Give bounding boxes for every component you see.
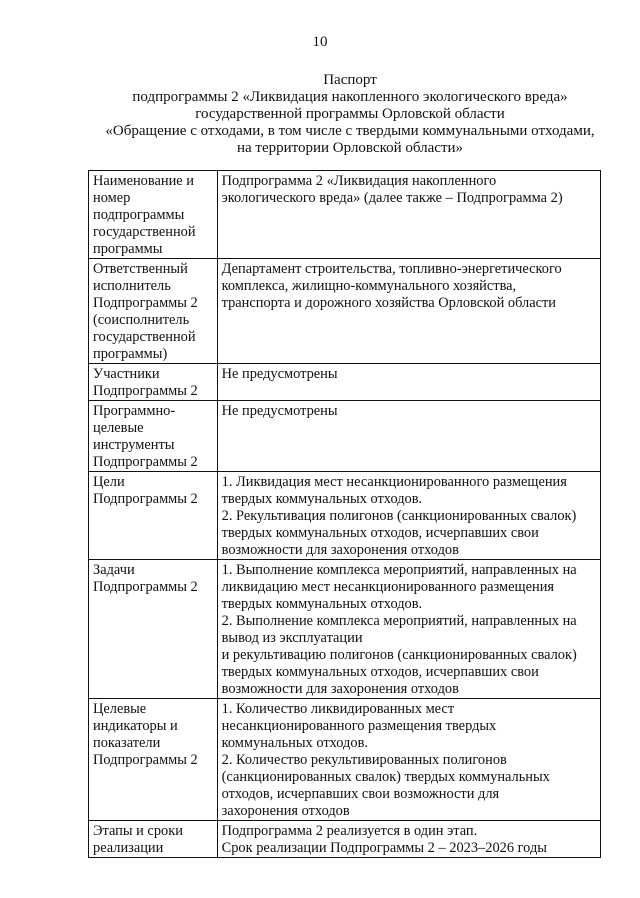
row-label-line: реализации [93,840,164,856]
row-label-line: Ответственный [93,261,188,277]
row-value-cell [217,699,600,821]
row-value-line: Не предусмотрены [221,403,338,419]
row-label-line: Цели [93,474,125,490]
row-label-line: Задачи [93,562,135,578]
row-label-line: показатели [93,735,161,751]
row-label-line: номер [93,190,131,206]
row-value-line: твердых коммунальных отходов. [221,596,423,612]
passport-title [70,72,630,157]
title-line: на территории Орловской области» [236,140,464,156]
row-label-cell [89,560,218,699]
row-label-cell [89,401,218,472]
row-value-cell [217,401,600,472]
row-value-cell [217,364,600,401]
table-row [89,699,601,821]
row-label-line: индикаторы и [93,718,178,734]
title-line: государственной программы Орловской области [195,106,505,122]
row-label-line: Программно- [93,403,176,419]
table-row [89,364,601,401]
row-label-line: инструменты [93,437,175,453]
row-label-line: (соисполнитель [93,312,190,328]
table-row [89,401,601,472]
row-label-line: целевые [93,420,144,436]
page-number: 10 [312,34,328,50]
row-value-line: экологического вреда» (далее также – Подпрограмма 2) [221,190,563,206]
row-value-line: 2. Рекультивация полигонов (санкционированных свалок) [221,508,577,524]
row-label-line: государственной [93,329,196,345]
row-value-line: 1. Выполнение комплекса мероприятий, направленных на [221,562,577,578]
title-line: Паспорт [323,72,377,88]
table-row [89,472,601,560]
row-value-line: возможности для захоронения отходов [221,542,459,558]
row-label-line: Целевые [93,701,147,717]
row-label-line: Подпрограммы 2 [93,295,198,311]
row-value-cell [217,472,600,560]
table-row [89,171,601,259]
row-value-line: вывод из эксплуатации [221,630,363,646]
row-label-line: Подпрограммы 2 [93,579,198,595]
row-value-line: несанкционированного размещения твердых [221,718,497,734]
row-value-line: транспорта и дорожного хозяйства Орловской области [221,295,556,311]
row-label-cell [89,699,218,821]
title-line: подпрограммы 2 «Ликвидация накопленного экологического вреда» [132,89,568,105]
row-value-cell [217,821,600,858]
row-label-line: Подпрограммы 2 [93,491,198,507]
table-row [89,259,601,364]
row-label-line: Подпрограммы 2 [93,752,198,768]
title-line: «Обращение с отходами, в том числе с твердыми коммунальными отходами, [105,123,595,139]
row-label-line: Участники [93,366,160,382]
row-value-line: возможности для захоронения отходов [221,681,459,697]
row-label-cell [89,259,218,364]
row-label-line: Наименование и [93,173,194,189]
row-value-line: Подпрограмма 2 реализуется в один этап. [221,823,478,839]
row-value-line: Департамент строительства, топливно-энергетического [221,261,562,277]
row-value-cell [217,171,600,259]
row-label-line: исполнитель [93,278,171,294]
row-label-cell [89,364,218,401]
row-value-cell [217,259,600,364]
row-label-line: программы [93,241,163,257]
row-value-line: 1. Количество ликвидированных мест [221,701,455,717]
passport-table [88,170,601,858]
row-label-cell [89,821,218,858]
row-value-line: и рекультивацию полигонов (санкционированных свалок) [221,647,577,663]
row-value-line: 2. Количество рекультивированных полигонов [221,752,507,768]
row-value-line: отходов, исчерпавших свои возможности для [221,786,500,802]
row-value-line: Срок реализации Подпрограммы 2 – 2023–2026 годы [221,840,547,856]
row-value-line: твердых коммунальных отходов. [221,491,423,507]
row-value-line: коммунальных отходов. [221,735,368,751]
row-value-line: Не предусмотрены [221,366,338,382]
row-value-line: ликвидацию мест несанкционированного размещения [221,579,555,595]
table-row [89,560,601,699]
row-value-line: 2. Выполнение комплекса мероприятий, направленных на [221,613,577,629]
row-value-line: 1. Ликвидация мест несанкционированного размещения [221,474,567,490]
row-value-line: Подпрограмма 2 «Ликвидация накопленного [221,173,497,189]
row-label-line: государственной [93,224,196,240]
row-value-line: захоронения отходов [221,803,350,819]
row-label-line: подпрограммы [93,207,185,223]
row-label-line: программы) [93,346,168,362]
table-row [89,821,601,858]
row-value-cell [217,560,600,699]
row-label-cell [89,171,218,259]
row-label-cell [89,472,218,560]
row-value-line: (санкционированных свалок) твердых коммунальных [221,769,550,785]
row-label-line: Подпрограммы 2 [93,383,198,399]
row-label-line: Подпрограммы 2 [93,454,198,470]
row-value-line: твердых коммунальных отходов, исчерпавших свои [221,525,539,541]
row-value-line: комплекса, жилищно-коммунального хозяйства, [221,278,517,294]
row-value-line: твердых коммунальных отходов, исчерпавших свои [221,664,539,680]
row-label-line: Этапы и сроки [93,823,183,839]
